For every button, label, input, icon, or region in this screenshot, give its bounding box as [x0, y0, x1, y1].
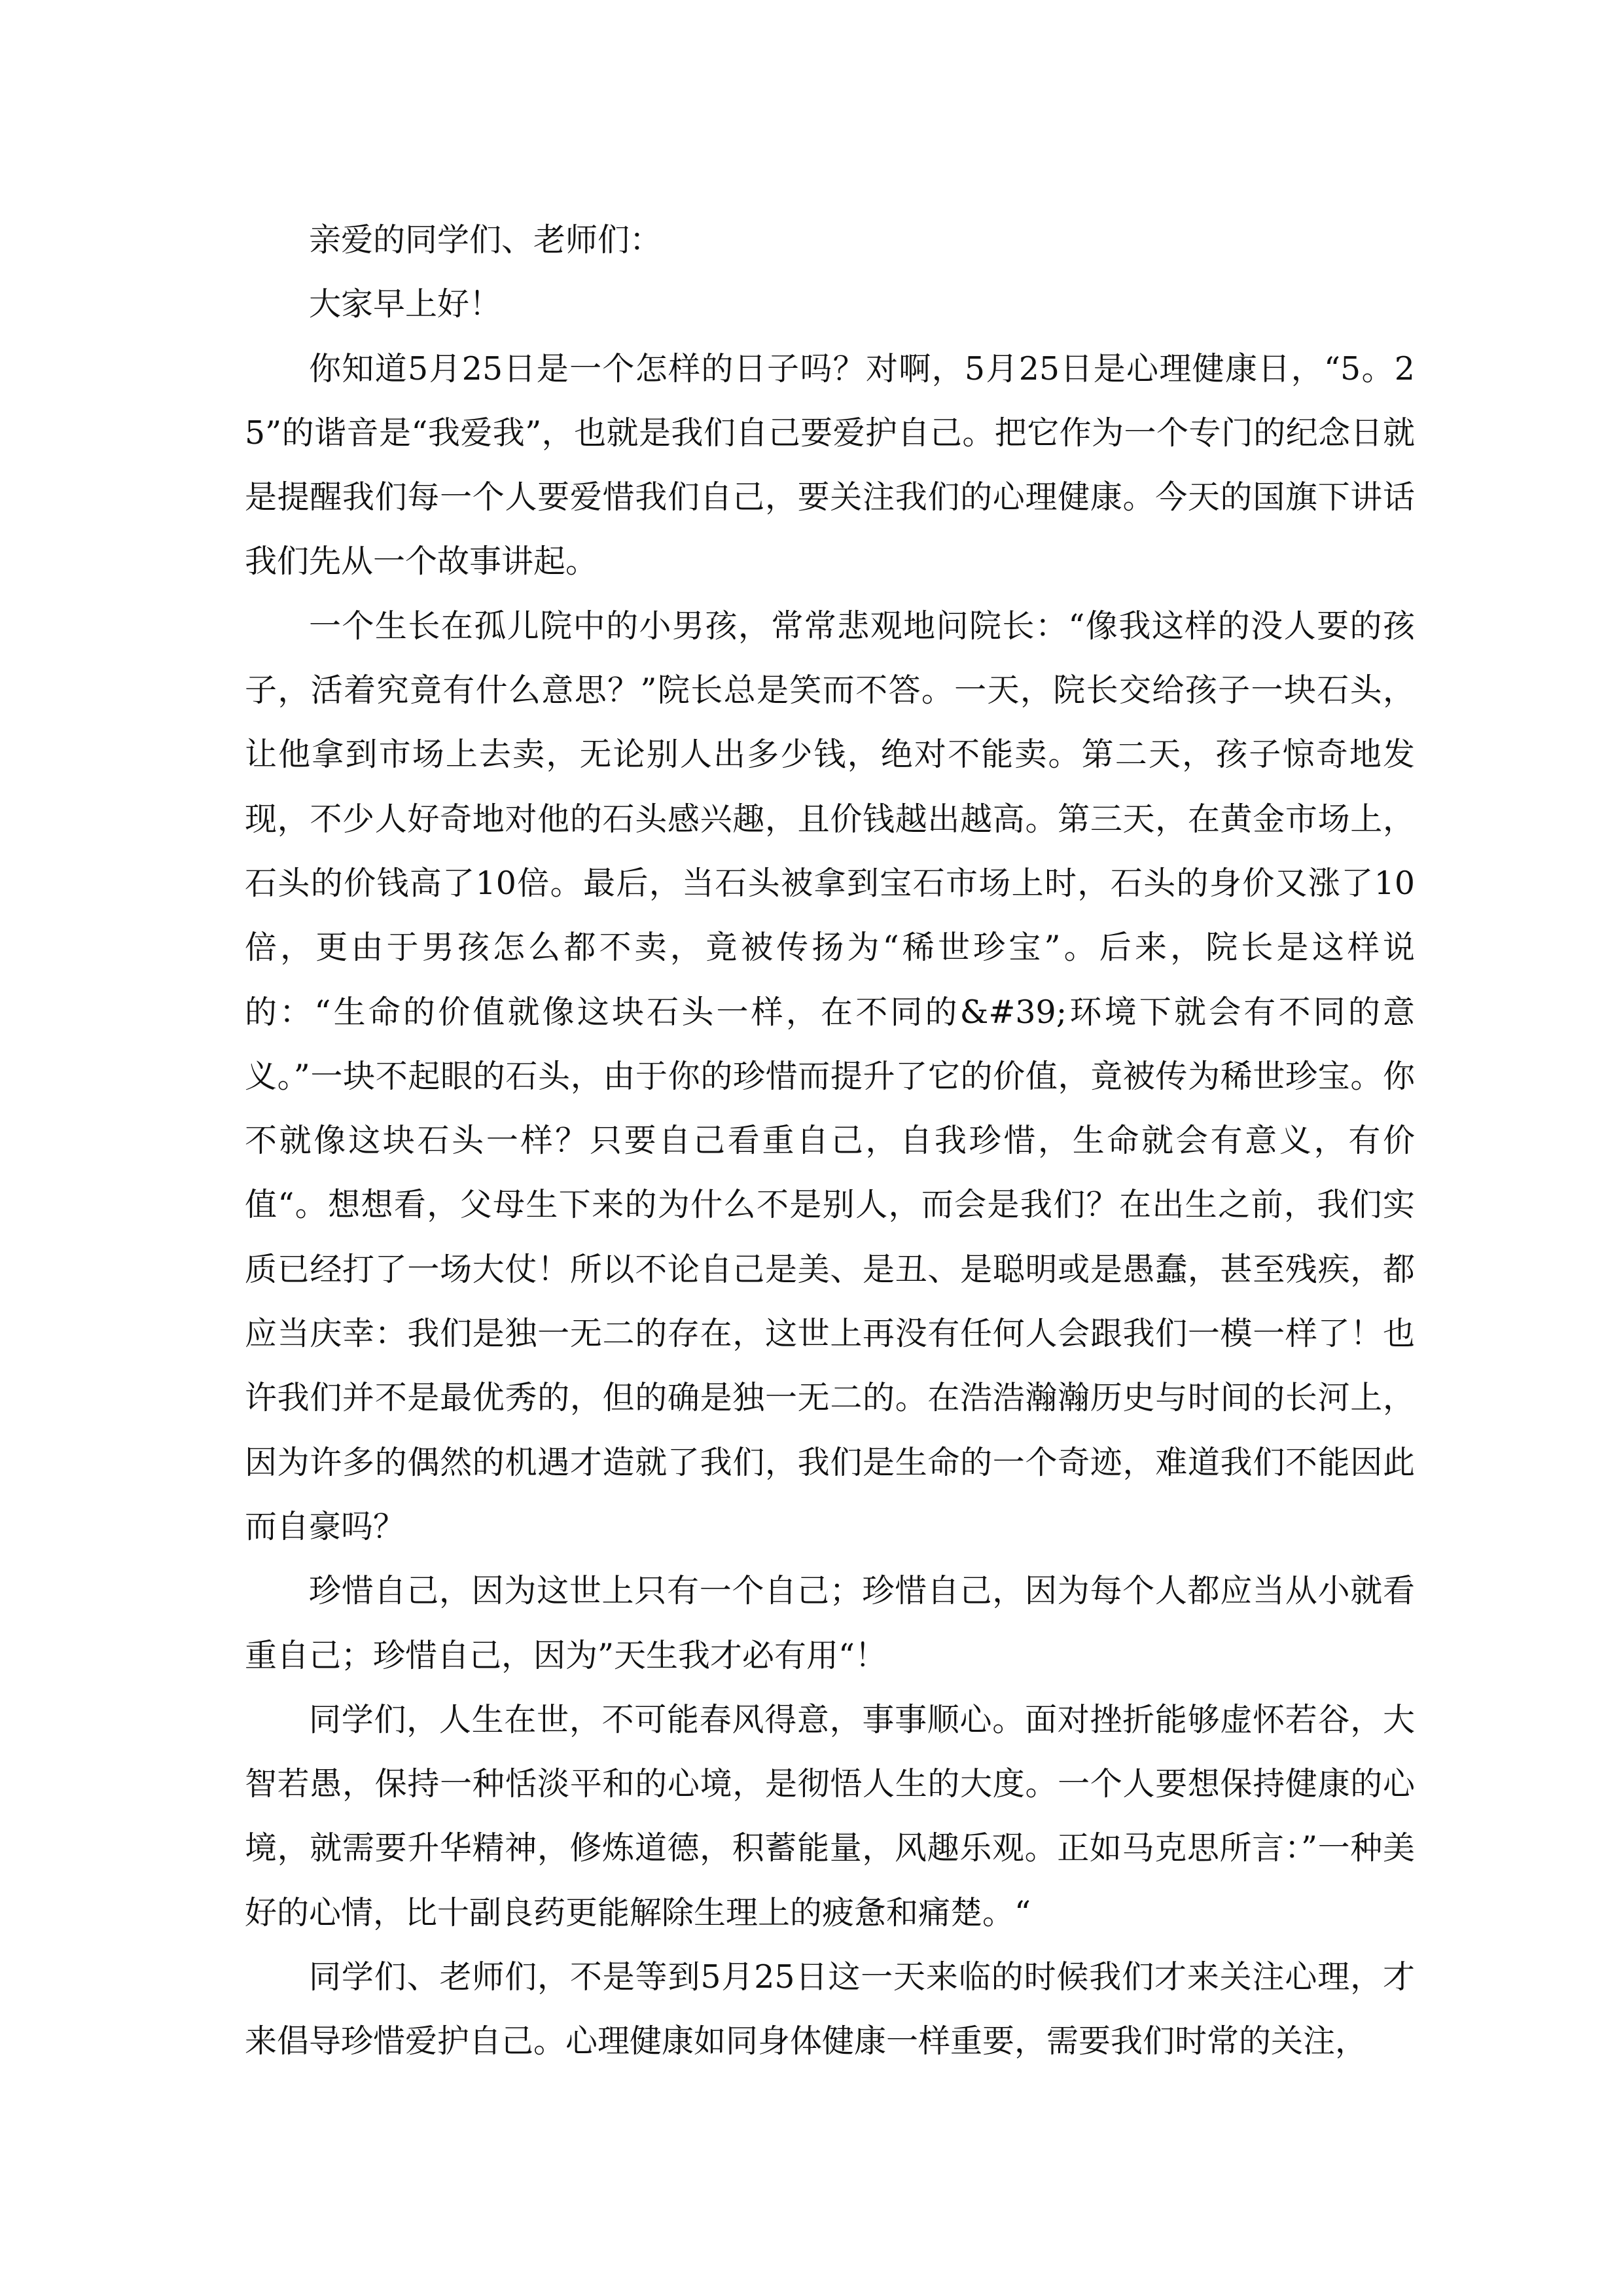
paragraph-mindset: 同学们，人生在世，不可能春风得意，事事顺心。面对挫折能够虚怀若谷，大智若愚，保持一种恬淡平和的心境，是彻悟人生的大度。一个人要想保持健康的心境，就需要升华精神，修炼道德，积蓄能量，风趣乐观。正如马克思所言：”一种美好的心情，比十副良药更能解除生理上的疲惫和痛楚。“: [245, 1700, 1415, 1931]
paragraph-story: 一个生长在孤儿院中的小男孩，常常悲观地问院长：“像我这样的没人要的孩子，活着究竟有什么意思？”院长总是笑而不答。一天，院长交给孩子一块石头，让他拿到市场上去卖，无论别人出多少钱，绝对不能卖。第二天，孩子惊奇地发现，不少人好奇地对他的石头感兴趣，且价钱越出越高。第三天，在黄金市场上，石头的价钱高了10倍。最后，当石头被拿到宝石市场上时，石头的身价又涨了10倍，更由于男孩怎么都不卖，竟被传扬为“稀世珍宝”。后来，院长是这样说的：“生命的价值就像这块石头一样，在不同的&#39;环境下就会有不同的意义。”一块不起眼的石头，由于你的珍惜而提升了它的价值，竟被传为稀世珍宝。你不就像这块石头一样？只要自己看重自己，自我珍惜，生命就会有意义，有价值“。想想看，父母生下来的为什么不是别人，而会是我们？在出生之前，我们实质已经打了一场大仗！所以不论自己是美、是丑、是聪明或是愚蠢，甚至残疾，都应当庆幸：我们是独一无二的存在，这世上再没有任何人会跟我们一模一样了！也许我们并不是最优秀的，但的确是独一无二的。在浩浩瀚瀚历史与时间的长河上，因为许多的偶然的机遇才造就了我们，我们是生命的一个奇迹，难道我们不能因此而自豪吗？: [245, 607, 1415, 1545]
paragraph-intro: 你知道5月25日是一个怎样的日子吗？对啊，5月25日是心理健康日，“5。25”的谐音是“我爱我”，也就是我们自己要爱护自己。把它作为一个专门的纪念日就是提醒我们每一个人要爱惜我们自己，要关注我们的心理健康。今天的国旗下讲话我们先从一个故事讲起。: [245, 350, 1415, 581]
paragraph-closing: 同学们、老师们，不是等到5月25日这一天来临的时候我们才来关注心理，才来倡导珍惜爱护自己。心理健康如同身体健康一样重要，需要我们时常的关注，: [245, 1958, 1415, 2060]
paragraph-cherish: 珍惜自己，因为这世上只有一个自己；珍惜自己，因为每个人都应当从小就看重自己；珍惜自己，因为”天生我才必有用“！: [245, 1572, 1415, 1674]
document-body: [245, 208, 1415, 2074]
greeting: 大家早上好！: [309, 285, 502, 323]
salutation: 亲爱的同学们、老师们：: [309, 221, 662, 259]
